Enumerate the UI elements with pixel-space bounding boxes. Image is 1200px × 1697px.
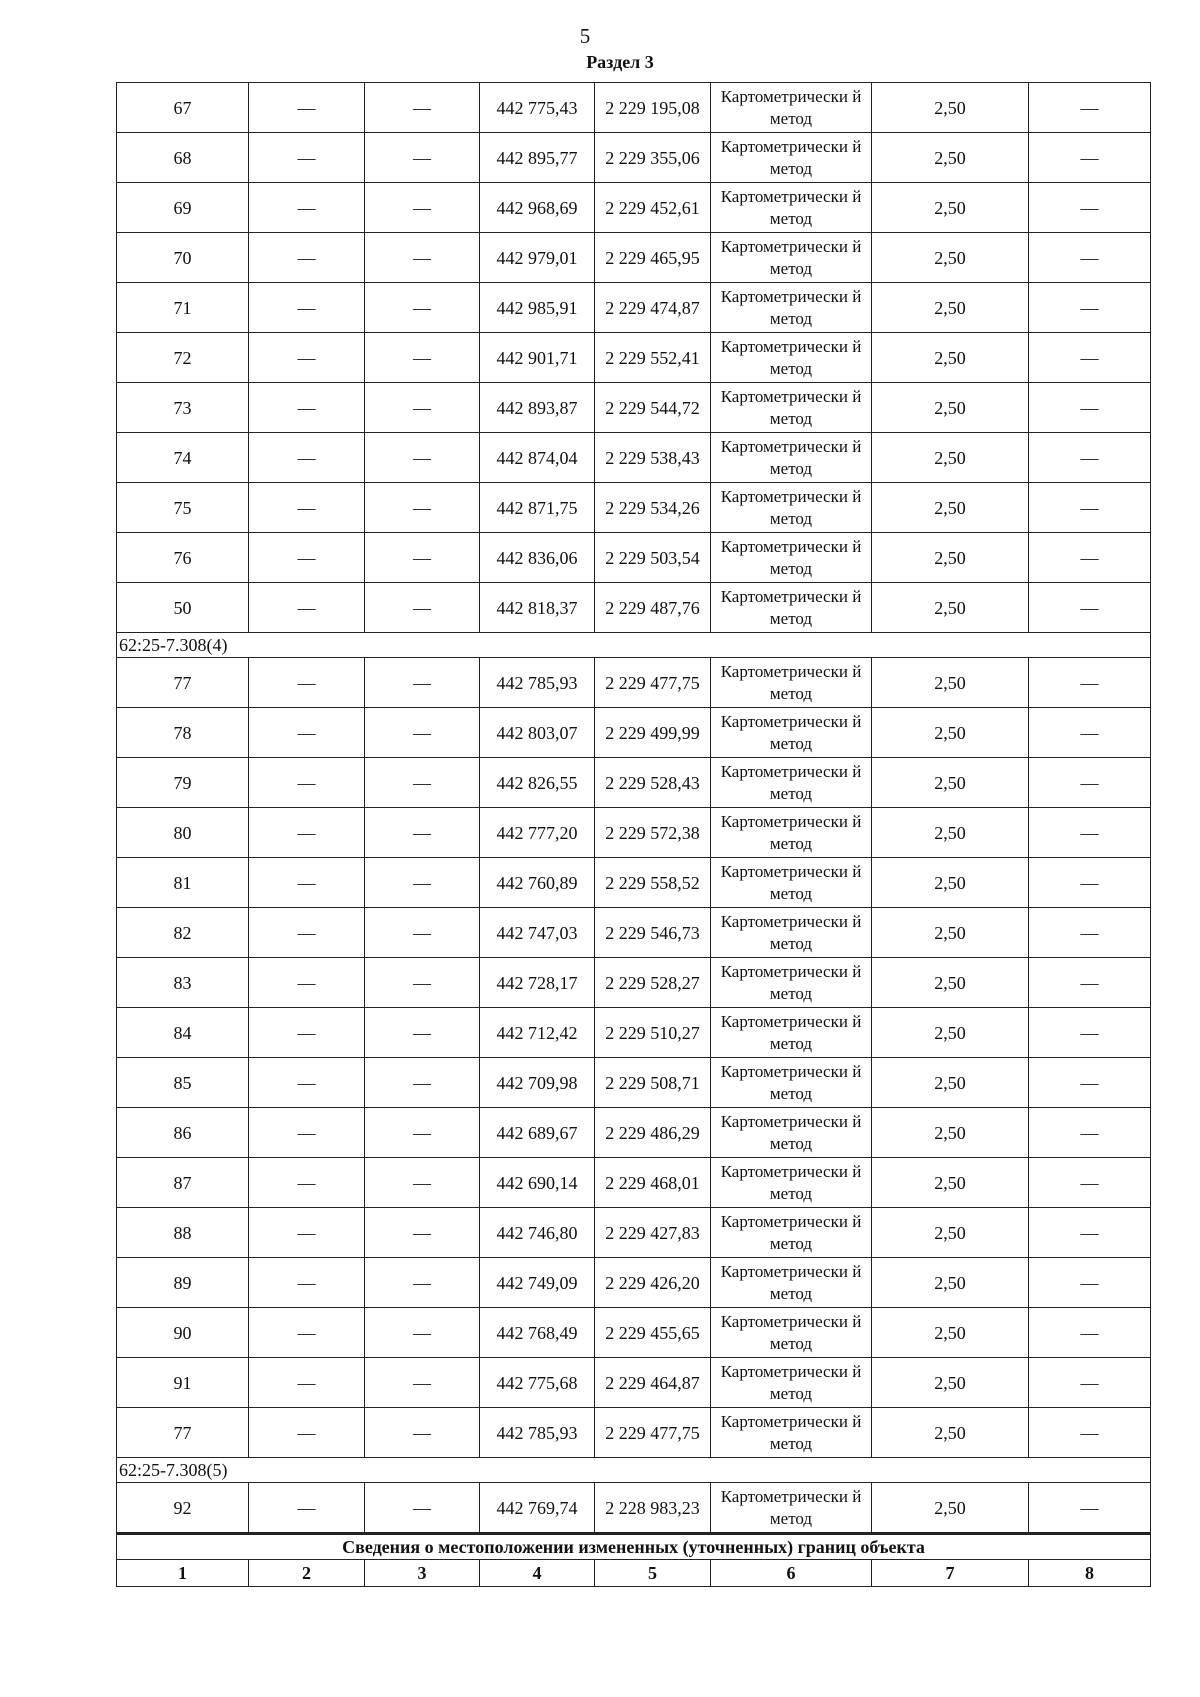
dash-cell: — [1029,658,1151,708]
table-row [117,908,1151,958]
point-number-cell: 71 [117,283,249,333]
accuracy-cell: 2,50 [872,1158,1029,1208]
accuracy-cell: 2,50 [872,808,1029,858]
dash-cell: — [249,908,365,958]
point-number-cell: 78 [117,708,249,758]
dash-cell: — [1029,1308,1151,1358]
x-coordinate-cell: 442 785,93 [480,1408,595,1458]
x-coordinate-cell: 442 747,03 [480,908,595,958]
dash-cell: — [249,433,365,483]
accuracy-cell: 2,50 [872,333,1029,383]
table-row [117,233,1151,283]
y-coordinate-cell: 2 229 528,43 [595,758,711,808]
column-number: 8 [1029,1560,1151,1587]
dash-cell: — [1029,183,1151,233]
dash-cell: — [249,183,365,233]
point-number-cell: 87 [117,1158,249,1208]
table-row [117,1158,1151,1208]
dash-cell: — [1029,758,1151,808]
point-number-cell: 90 [117,1308,249,1358]
dash-cell: — [249,808,365,858]
point-number-cell: 81 [117,858,249,908]
dash-cell: — [365,1483,480,1534]
y-coordinate-cell: 2 229 426,20 [595,1258,711,1308]
table-row [117,1483,1151,1534]
dash-cell: — [249,858,365,908]
dash-cell: — [1029,1258,1151,1308]
table-row [117,1108,1151,1158]
column-number: 2 [249,1560,365,1587]
table-row [117,333,1151,383]
dash-cell: — [365,483,480,533]
dash-cell: — [249,1208,365,1258]
y-coordinate-cell: 2 229 510,27 [595,1008,711,1058]
y-coordinate-cell: 2 229 477,75 [595,1408,711,1458]
point-number-cell: 88 [117,1208,249,1258]
y-coordinate-cell: 2 229 465,95 [595,233,711,283]
dash-cell: — [249,283,365,333]
point-number-cell: 77 [117,658,249,708]
dash-cell: — [249,1108,365,1158]
point-number-cell: 76 [117,533,249,583]
dash-cell: — [365,708,480,758]
dash-cell: — [365,1208,480,1258]
dash-cell: — [1029,233,1151,283]
accuracy-cell: 2,50 [872,1108,1029,1158]
dash-cell: — [1029,83,1151,133]
table-row [117,1058,1151,1108]
method-cell: Картометрически й метод [711,1483,872,1534]
dash-cell: — [249,1308,365,1358]
x-coordinate-cell: 442 979,01 [480,233,595,283]
dash-cell: — [1029,133,1151,183]
dash-cell: — [1029,958,1151,1008]
dash-cell: — [249,1008,365,1058]
point-number-cell: 69 [117,183,249,233]
method-cell: Картометрически й метод [711,133,872,183]
point-number-cell: 80 [117,808,249,858]
dash-cell: — [249,1483,365,1534]
x-coordinate-cell: 442 749,09 [480,1258,595,1308]
dash-cell: — [365,1358,480,1408]
table-row [117,533,1151,583]
y-coordinate-cell: 2 229 572,38 [595,808,711,858]
y-coordinate-cell: 2 229 195,08 [595,83,711,133]
dash-cell: — [1029,858,1151,908]
accuracy-cell: 2,50 [872,233,1029,283]
x-coordinate-cell: 442 690,14 [480,1158,595,1208]
y-coordinate-cell: 2 229 468,01 [595,1158,711,1208]
accuracy-cell: 2,50 [872,1208,1029,1258]
dash-cell: — [249,958,365,1008]
accuracy-cell: 2,50 [872,83,1029,133]
x-coordinate-cell: 442 818,37 [480,583,595,633]
dash-cell: — [365,658,480,708]
table-row [117,658,1151,708]
method-cell: Картометрически й метод [711,533,872,583]
point-number-cell: 70 [117,233,249,283]
dash-cell: — [249,1258,365,1308]
table-row [117,183,1151,233]
column-number: 7 [872,1560,1029,1587]
dash-cell: — [365,583,480,633]
accuracy-cell: 2,50 [872,858,1029,908]
y-coordinate-cell: 2 229 464,87 [595,1358,711,1408]
accuracy-cell: 2,50 [872,658,1029,708]
table-row [117,133,1151,183]
dash-cell: — [249,1158,365,1208]
y-coordinate-cell: 2 229 427,83 [595,1208,711,1258]
table-row [117,483,1151,533]
method-cell: Картометрически й метод [711,1108,872,1158]
dash-cell: — [365,1108,480,1158]
x-coordinate-cell: 442 728,17 [480,958,595,1008]
column-number: 6 [711,1560,872,1587]
dash-cell: — [1029,908,1151,958]
dash-cell: — [365,333,480,383]
y-coordinate-cell: 2 229 486,29 [595,1108,711,1158]
method-cell: Картометрически й метод [711,1258,872,1308]
dash-cell: — [365,183,480,233]
table-row [117,1258,1151,1308]
method-cell: Картометрически й метод [711,233,872,283]
x-coordinate-cell: 442 901,71 [480,333,595,383]
accuracy-cell: 2,50 [872,908,1029,958]
dash-cell: — [365,1308,480,1358]
footer-title: Сведения о местоположении измененных (уточненных) границ объекта [117,1534,1151,1560]
method-cell: Картометрически й метод [711,1308,872,1358]
y-coordinate-cell: 2 229 546,73 [595,908,711,958]
accuracy-cell: 2,50 [872,433,1029,483]
y-coordinate-cell: 2 229 477,75 [595,658,711,708]
dash-cell: — [1029,708,1151,758]
accuracy-cell: 2,50 [872,533,1029,583]
method-cell: Картометрически й метод [711,758,872,808]
method-cell: Картометрически й метод [711,1408,872,1458]
dash-cell: — [365,1008,480,1058]
coordinates-table [116,82,1151,1587]
y-coordinate-cell: 2 229 528,27 [595,958,711,1008]
y-coordinate-cell: 2 229 534,26 [595,483,711,533]
y-coordinate-cell: 2 229 508,71 [595,1058,711,1108]
column-number: 5 [595,1560,711,1587]
dash-cell: — [249,383,365,433]
y-coordinate-cell: 2 229 499,99 [595,708,711,758]
y-coordinate-cell: 2 229 538,43 [595,433,711,483]
dash-cell: — [1029,1208,1151,1258]
y-coordinate-cell: 2 229 487,76 [595,583,711,633]
dash-cell: — [1029,383,1151,433]
accuracy-cell: 2,50 [872,383,1029,433]
point-number-cell: 89 [117,1258,249,1308]
dash-cell: — [1029,1483,1151,1534]
method-cell: Картометрически й метод [711,483,872,533]
y-coordinate-cell: 2 229 544,72 [595,383,711,433]
x-coordinate-cell: 442 803,07 [480,708,595,758]
method-cell: Картометрически й метод [711,333,872,383]
dash-cell: — [249,1358,365,1408]
table-row [117,1358,1151,1408]
method-cell: Картометрически й метод [711,283,872,333]
method-cell: Картометрически й метод [711,1208,872,1258]
table-row [117,858,1151,908]
point-number-cell: 73 [117,383,249,433]
dash-cell: — [249,758,365,808]
point-number-cell: 92 [117,1483,249,1534]
point-number-cell: 84 [117,1008,249,1058]
point-number-cell: 85 [117,1058,249,1108]
x-coordinate-cell: 442 775,68 [480,1358,595,1408]
column-number: 4 [480,1560,595,1587]
method-cell: Картометрически й метод [711,83,872,133]
point-number-cell: 50 [117,583,249,633]
method-cell: Картометрически й метод [711,583,872,633]
x-coordinate-cell: 442 785,93 [480,658,595,708]
point-number-cell: 72 [117,333,249,383]
dash-cell: — [365,1258,480,1308]
dash-cell: — [365,808,480,858]
column-number: 1 [117,1560,249,1587]
page-number: 5 [579,24,591,48]
table-row [117,1008,1151,1058]
point-number-cell: 91 [117,1358,249,1408]
group-row [117,1458,1151,1483]
footer-title-row [117,1534,1151,1560]
point-number-cell: 74 [117,433,249,483]
method-cell: Картометрически й метод [711,858,872,908]
table-row [117,383,1151,433]
dash-cell: — [249,483,365,533]
dash-cell: — [365,383,480,433]
dash-cell: — [1029,433,1151,483]
x-coordinate-cell: 442 746,80 [480,1208,595,1258]
dash-cell: — [249,583,365,633]
x-coordinate-cell: 442 985,91 [480,283,595,333]
table-row [117,708,1151,758]
method-cell: Картометрически й метод [711,1158,872,1208]
table-row [117,433,1151,483]
dash-cell: — [1029,1358,1151,1408]
dash-cell: — [249,233,365,283]
table-row [117,1208,1151,1258]
x-coordinate-cell: 442 893,87 [480,383,595,433]
section-title: Раздел 3 [586,52,654,72]
accuracy-cell: 2,50 [872,583,1029,633]
dash-cell: — [1029,533,1151,583]
accuracy-cell: 2,50 [872,483,1029,533]
column-number: 3 [365,1560,480,1587]
table-row [117,1308,1151,1358]
dash-cell: — [1029,483,1151,533]
dash-cell: — [249,83,365,133]
dash-cell: — [365,758,480,808]
dash-cell: — [1029,583,1151,633]
y-coordinate-cell: 2 229 452,61 [595,183,711,233]
table-row [117,758,1151,808]
y-coordinate-cell: 2 229 455,65 [595,1308,711,1358]
dash-cell: — [1029,283,1151,333]
table-row [117,583,1151,633]
table-row [117,958,1151,1008]
dash-cell: — [365,958,480,1008]
x-coordinate-cell: 442 777,20 [480,808,595,858]
x-coordinate-cell: 442 712,42 [480,1008,595,1058]
accuracy-cell: 2,50 [872,1308,1029,1358]
point-number-cell: 68 [117,133,249,183]
x-coordinate-cell: 442 874,04 [480,433,595,483]
method-cell: Картометрически й метод [711,958,872,1008]
dash-cell: — [249,133,365,183]
accuracy-cell: 2,50 [872,1058,1029,1108]
dash-cell: — [1029,1058,1151,1108]
table-body [117,83,1151,1534]
accuracy-cell: 2,50 [872,1358,1029,1408]
dash-cell: — [365,858,480,908]
dash-cell: — [249,533,365,583]
table-row [117,83,1151,133]
dash-cell: — [249,333,365,383]
dash-cell: — [249,1408,365,1458]
y-coordinate-cell: 2 228 983,23 [595,1483,711,1534]
x-coordinate-cell: 442 836,06 [480,533,595,583]
table-row [117,283,1151,333]
accuracy-cell: 2,50 [872,758,1029,808]
dash-cell: — [365,1158,480,1208]
point-number-cell: 83 [117,958,249,1008]
dash-cell: — [1029,1408,1151,1458]
method-cell: Картометрически й метод [711,658,872,708]
dash-cell: — [249,1058,365,1108]
point-number-cell: 75 [117,483,249,533]
point-number-cell: 82 [117,908,249,958]
y-coordinate-cell: 2 229 355,06 [595,133,711,183]
x-coordinate-cell: 442 769,74 [480,1483,595,1534]
point-number-cell: 86 [117,1108,249,1158]
group-label: 62:25-7.308(5) [117,1458,1151,1483]
y-coordinate-cell: 2 229 503,54 [595,533,711,583]
table-row [117,1408,1151,1458]
accuracy-cell: 2,50 [872,1483,1029,1534]
accuracy-cell: 2,50 [872,1258,1029,1308]
accuracy-cell: 2,50 [872,1408,1029,1458]
group-label: 62:25-7.308(4) [117,633,1151,658]
dash-cell: — [365,433,480,483]
dash-cell: — [249,658,365,708]
column-number-row [117,1560,1151,1587]
dash-cell: — [365,283,480,333]
table-footer [117,1534,1151,1587]
x-coordinate-cell: 442 760,89 [480,858,595,908]
table-row [117,808,1151,858]
dash-cell: — [365,1408,480,1458]
accuracy-cell: 2,50 [872,1008,1029,1058]
dash-cell: — [365,533,480,583]
method-cell: Картометрически й метод [711,708,872,758]
dash-cell: — [365,1058,480,1108]
method-cell: Картометрически й метод [711,1008,872,1058]
x-coordinate-cell: 442 895,77 [480,133,595,183]
method-cell: Картометрически й метод [711,183,872,233]
point-number-cell: 79 [117,758,249,808]
dash-cell: — [365,83,480,133]
dash-cell: — [1029,808,1151,858]
method-cell: Картометрически й метод [711,433,872,483]
point-number-cell: 67 [117,83,249,133]
group-row [117,633,1151,658]
dash-cell: — [1029,1108,1151,1158]
x-coordinate-cell: 442 968,69 [480,183,595,233]
y-coordinate-cell: 2 229 552,41 [595,333,711,383]
point-number-cell: 77 [117,1408,249,1458]
dash-cell: — [1029,333,1151,383]
y-coordinate-cell: 2 229 558,52 [595,858,711,908]
x-coordinate-cell: 442 775,43 [480,83,595,133]
accuracy-cell: 2,50 [872,133,1029,183]
x-coordinate-cell: 442 768,49 [480,1308,595,1358]
method-cell: Картометрически й метод [711,1358,872,1408]
accuracy-cell: 2,50 [872,283,1029,333]
accuracy-cell: 2,50 [872,183,1029,233]
accuracy-cell: 2,50 [872,958,1029,1008]
dash-cell: — [249,708,365,758]
dash-cell: — [365,908,480,958]
method-cell: Картометрически й метод [711,1058,872,1108]
x-coordinate-cell: 442 709,98 [480,1058,595,1108]
x-coordinate-cell: 442 871,75 [480,483,595,533]
y-coordinate-cell: 2 229 474,87 [595,283,711,333]
method-cell: Картометрически й метод [711,808,872,858]
dash-cell: — [365,233,480,283]
dash-cell: — [1029,1008,1151,1058]
accuracy-cell: 2,50 [872,708,1029,758]
method-cell: Картометрически й метод [711,908,872,958]
x-coordinate-cell: 442 826,55 [480,758,595,808]
method-cell: Картометрически й метод [711,383,872,433]
x-coordinate-cell: 442 689,67 [480,1108,595,1158]
dash-cell: — [1029,1158,1151,1208]
dash-cell: — [365,133,480,183]
